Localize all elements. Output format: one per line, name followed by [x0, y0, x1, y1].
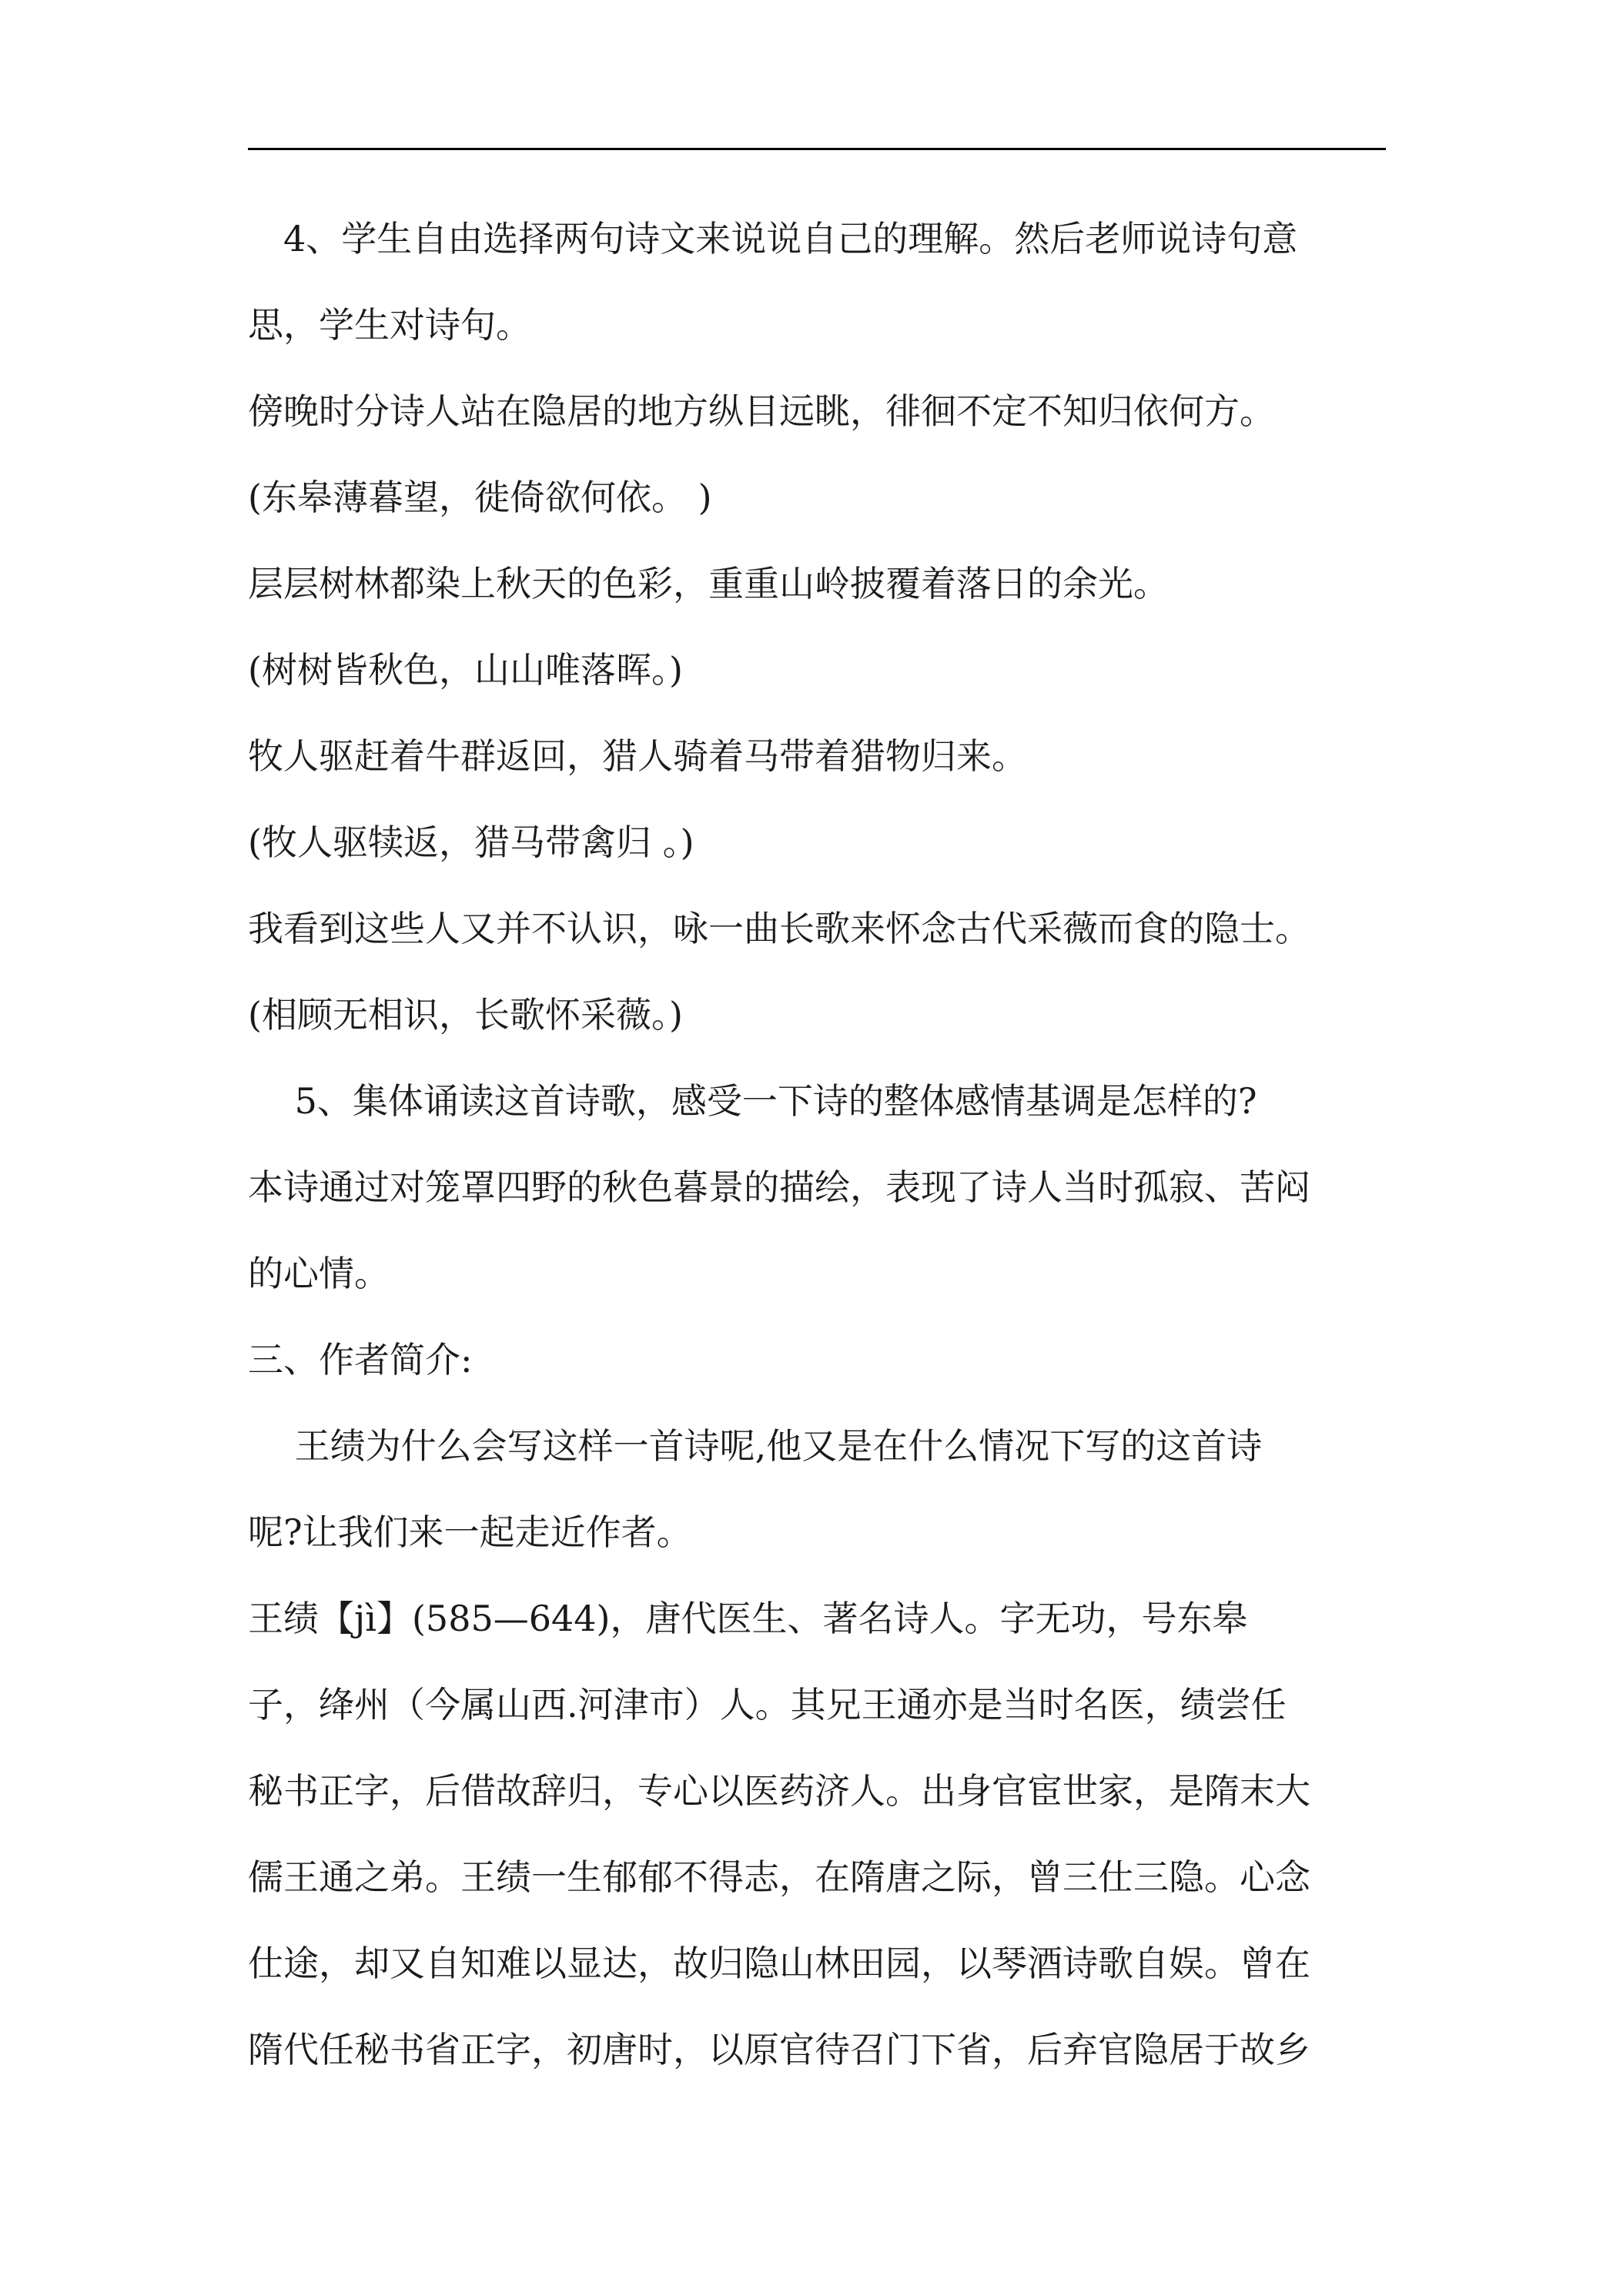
- text-line: 王绩为什么会写这样一首诗呢,他又是在什么情况下写的这首诗: [248, 1425, 1263, 1467]
- text-line: (牧人驱犊返，猎马带禽归 。): [248, 822, 694, 863]
- text-line: 我看到这些人又并不认识，咏一曲长歌来怀念古代采薇而食的隐士。: [248, 908, 1310, 949]
- text-line: 的心情。: [248, 1253, 390, 1294]
- text-line: 本诗通过对笼罩四野的秋色暮景的描绘，表现了诗人当时孤寂、苦闷: [248, 1166, 1310, 1208]
- text-line: 呢?让我们来一起走近作者。: [248, 1511, 692, 1553]
- text-line: 牧人驱赶着牛群返回，猎人骑着马带着猎物归来。: [248, 735, 1027, 777]
- text-line: (相顾无相识，长歌怀采薇。): [248, 994, 683, 1036]
- text-line: 隋代任秘书省正字，初唐时，以原官待召门下省，后弃官隐居于故乡: [248, 2029, 1310, 2070]
- text-line: 秘书正字，后借故辞归，专心以医药济人。出身官宦世家，是隋末大: [248, 1770, 1310, 1812]
- text-line: 傍晚时分诗人站在隐居的地方纵目远眺，徘徊不定不知归依何方。: [248, 390, 1275, 432]
- text-line: 思，学生对诗句。: [248, 304, 531, 346]
- text-line: 王绩【jì】(585—644)，唐代医生、著名诗人。字无功，号东皋: [248, 1598, 1248, 1639]
- header-rule: [248, 148, 1386, 150]
- text-line: 层层树林都染上秋天的色彩，重重山岭披覆着落日的余光。: [248, 563, 1169, 604]
- text-line: 儒王通之弟。王绩一生郁郁不得志，在隋唐之际，曾三仕三隐。心念: [248, 1856, 1310, 1898]
- text-line: 子，绛州（今属山西.河津市）人。其兄王通亦是当时名医，绩尝任: [248, 1684, 1287, 1725]
- section-heading: 三、作者简介:: [248, 1339, 473, 1381]
- text-line: (树树皆秋色，山山唯落晖。): [248, 649, 683, 691]
- text-line: (东皋薄暮望，徙倚欲何依。 ): [248, 477, 712, 518]
- text-line: 5、集体诵读这首诗歌，感受一下诗的整体感情基调是怎样的?: [248, 1080, 1257, 1122]
- text-line: 仕途，却又自知难以显达，故归隐山林田园，以琴酒诗歌自娱。曾在: [248, 1943, 1310, 1984]
- text-line: 4、学生自由选择两句诗文来说说自己的理解。然后老师说诗句意: [248, 218, 1298, 259]
